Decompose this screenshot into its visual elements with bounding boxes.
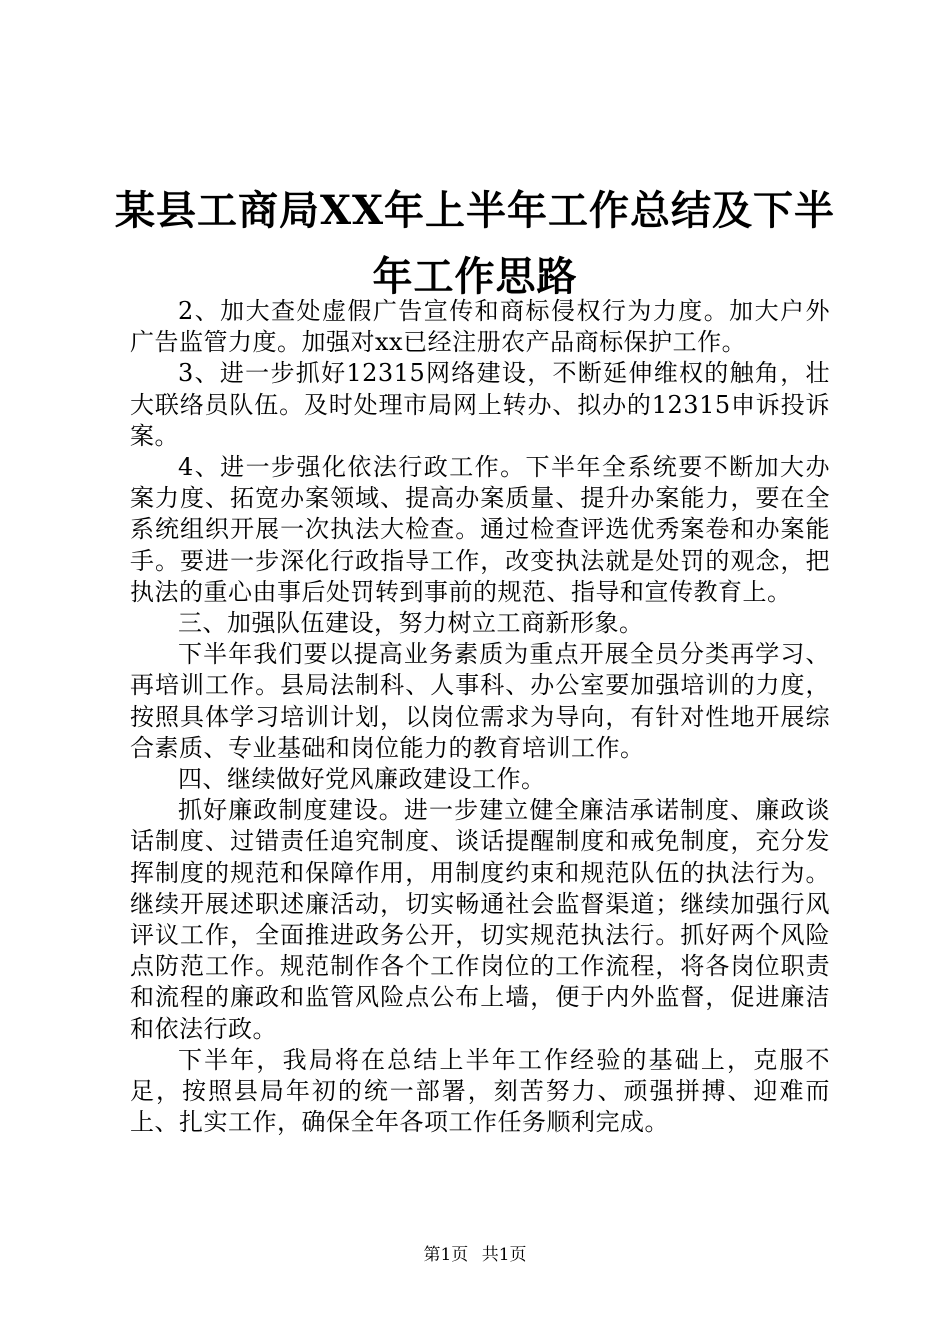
section-heading: 四、继续做好党风廉政建设工作。 — [178, 765, 546, 794]
paragraph: 2、加大查处虚假广告宣传和商标侵权行为力度。加大户外广告监管力度。加强对xx已经注册农产品商标保护工作。 — [130, 297, 830, 357]
page-number: 第1页 — [423, 1245, 469, 1265]
page-total: 共1页 — [481, 1245, 527, 1265]
document-title: 某县工商局XX年上半年工作总结及下半年工作思路 — [114, 187, 836, 300]
paragraph: 抓好廉政制度建设。进一步建立健全廉洁承诺制度、廉政谈话制度、过错责任追究制度、谈话提醒制度和戒免制度，充分发挥制度的规范和保障作用，用制度约束和规范队伍的执法行为。继续开展述职述廉活动，切实畅通社会监督渠道；继续加强行风评议工作，全面推进政务公开，切实规范执法行。抓好两个风险点防范工作。规范制作各个工作岗位的工作流程，将各岗位职责和流程的廉政和监管风险点公布上墙，便于内外监督，促进廉洁和依法行政。 — [130, 796, 830, 1043]
page-footer — [0, 1243, 950, 1267]
section-heading: 三、加强队伍建设，努力树立工商新形象。 — [178, 609, 644, 638]
paragraph: 4、进一步强化依法行政工作。下半年全系统要不断加大办案力度、拓宽办案领域、提高办案质量、提升办案能力，要在全系统组织开展一次执法大检查。通过检查评选优秀案卷和办案能手。要进一步深化行政指导工作，改变执法就是处罚的观念，把执法的重心由事后处罚转到事前的规范、指导和宣传教育上。 — [130, 453, 830, 606]
paragraph: 下半年，我局将在总结上半年工作经验的基础上，克服不足，按照县局年初的统一部署，刻苦努力、顽强拼搏、迎难而上、扎实工作，确保全年各项工作任务顺利完成。 — [130, 1045, 830, 1137]
document-body — [130, 296, 830, 1138]
paragraph: 下半年我们要以提高业务素质为重点开展全员分类再学习、再培训工作。县局法制科、人事科、办公室要加强培训的力度，按照具体学习培训计划，以岗位需求为导向，有针对性地开展综合素质、专业基础和岗位能力的教育培训工作。 — [130, 640, 830, 762]
paragraph: 3、进一步抓好12315网络建设，不断延伸维权的触角，壮大联络员队伍。及时处理市局网上转办、拟办的12315申诉投诉案。 — [130, 359, 830, 450]
